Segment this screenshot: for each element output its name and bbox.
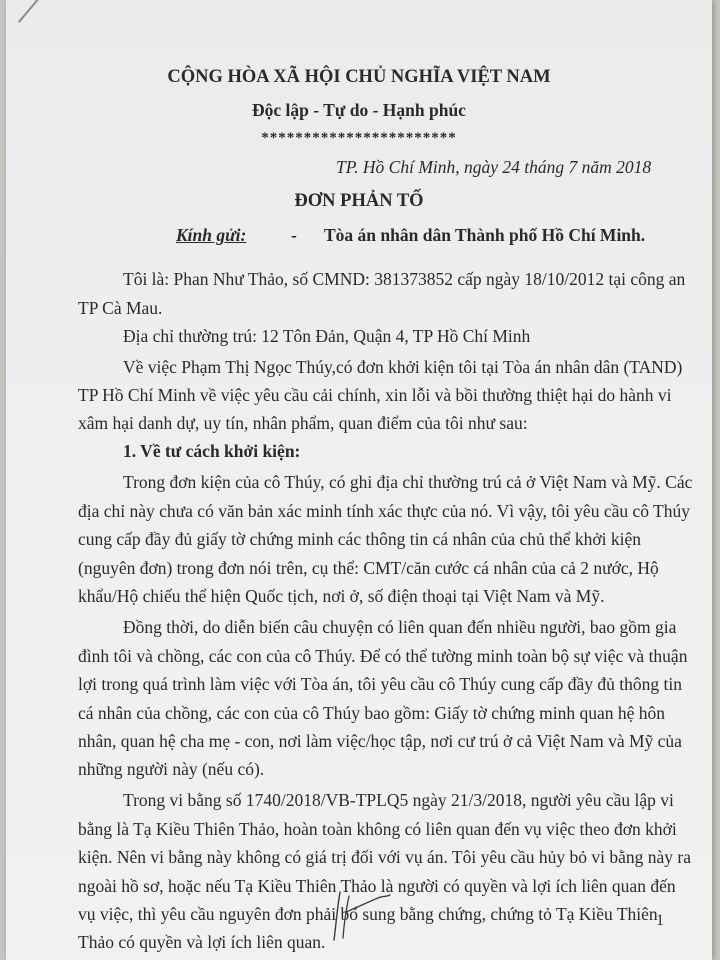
body-line: khẩu/Hộ chiếu thể hiện Quốc tịch, nơi ở, số điện thoại tại Việt Nam và Mỹ. [78, 586, 605, 606]
addressee-recipient: Tòa án nhân dân Thành phố Hồ Chí Minh. [324, 225, 646, 245]
body-line: vụ việc, thì yêu cầu nguyên đơn phải bổ sung bằng chứng, chứng tỏ Tạ Kiều Thiên [78, 904, 658, 924]
body-line: Thảo có quyền và lợi ích liên quan. [78, 932, 326, 952]
body-line: cá nhân của chồng, các con của cô Thúy bao gồm: Giấy tờ chứng minh quan hệ hôn [78, 703, 665, 723]
body-line: TP Hồ Chí Minh về việc yêu cầu cải chính, xin lỗi và bồi thường thiệt hại do hành vi [78, 385, 672, 405]
body-line: đình tôi và chồng, các con của cô Thúy. Để có thể tường minh toàn bộ sự việc và thuận [78, 646, 688, 666]
separator-stars: *********************** [261, 130, 457, 146]
body-line: ngoài hồ sơ, hoặc nếu Tạ Kiều Thiên Thảo là người có quyền và lợi ích liên quan đến [78, 876, 676, 896]
body-line: Trong vi bằng số 1740/2018/VB-TPLQ5 ngày 21/3/2018, người yêu cầu lập vi [123, 790, 674, 810]
body-line: Địa chỉ thường trú: 12 Tôn Đản, Quận 4, TP Hồ Chí Minh [123, 326, 531, 346]
motto: Độc lập - Tự do - Hạnh phúc [252, 100, 466, 120]
body-line: những người này (nếu có). [78, 759, 265, 779]
body-line: bằng là Tạ Kiều Thiên Thảo, hoàn toàn không có liên quan đến vụ việc theo đơn khởi [78, 819, 677, 839]
nation-heading: CỘNG HÒA XÃ HỘI CHỦ NGHĨA VIỆT NAM [167, 67, 551, 87]
document-page [6, 0, 712, 960]
body-line: xâm hại danh dự, uy tín, nhân phẩm, quan điểm của tôi như sau: [78, 413, 528, 433]
body-line: TP Cà Mau. [78, 298, 163, 318]
date-line: TP. Hồ Chí Minh, ngày 24 tháng 7 năm 2018 [336, 157, 652, 177]
body-line: Đồng thời, do diễn biến câu chuyện có liên quan đến nhiều người, bao gồm gia [123, 617, 677, 637]
body-line: Tôi là: Phan Như Thảo, số CMND: 381373852 cấp ngày 18/10/2012 tại công an [123, 269, 686, 289]
addressee-dash: - [291, 225, 297, 245]
addressee-label: Kính gửi: [176, 225, 247, 245]
document-title: ĐƠN PHẢN TỐ [294, 191, 424, 211]
body-line: (nguyên đơn) trong đơn nói trên, cụ thể: CMT/căn cước cá nhân của cả 2 nước, Hộ [78, 558, 659, 578]
section-heading: 1. Về tư cách khởi kiện: [123, 441, 301, 461]
body-line: nhân, quan hệ cha mẹ - con, nơi làm việc/học tập, nơi cư trú ở cả Việt Nam và Mỹ của [78, 731, 682, 751]
handwritten-signature [316, 880, 396, 950]
body-line: kiện. Nên vi bằng này không có giá trị đối với vụ án. Tôi yêu cầu hủy bỏ vi bằng này ra [78, 847, 692, 867]
body-line: lợi trong quá trình làm việc với Tòa án, tôi yêu cầu cô Thúy cung cấp đầy đủ thông tin [78, 674, 682, 694]
page-fold-mark [18, 0, 40, 23]
body-line: Về việc Phạm Thị Ngọc Thúy,có đơn khởi kiện tôi tại Tòa án nhân dân (TAND) [123, 357, 683, 377]
body-line: cung cấp đầy đủ giấy tờ chứng minh các thông tin cá nhân của chủ thể khởi kiện [78, 529, 642, 549]
body-line: Trong đơn kiện của cô Thúy, có ghi địa chỉ thường trú cả ở Việt Nam và Mỹ. Các [123, 472, 693, 492]
body-line: địa chỉ này chưa có văn bản xác minh tính xác thực của nó. Vì vậy, tôi yêu cầu cô Thúy [78, 501, 690, 521]
page-number: 1 [656, 912, 664, 929]
